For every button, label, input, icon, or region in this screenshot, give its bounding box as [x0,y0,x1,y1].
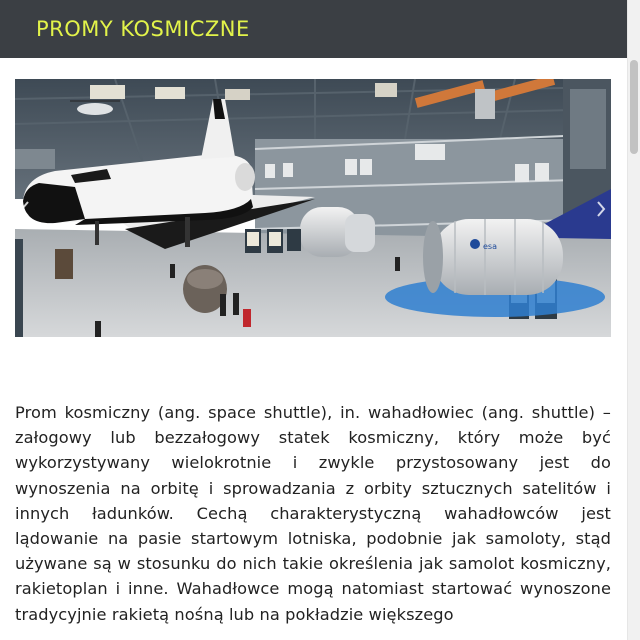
image-slider[interactable] [15,79,611,337]
site-header [0,0,628,58]
space-museum-hall-photo [15,79,611,337]
site-title[interactable]: PROMY KOSMICZNE [36,17,250,41]
article-paragraph: Prom kosmiczny (ang. space shuttle), in. wahadłowiec (ang. shuttle) – załogowy lub bezzałogowy statek kosmiczny, który może być wykorzystywany wielokrotnie i zwykle przystosowany jest do wynoszenia na orbitę i sprowadzania z orbity sztucznych satelitów i innych ładunków. Cechą charakterystyczną wahadłowców jest lądowanie na pasie startowym lotniska, podobnie jak samoloty, stąd używane są w stosunku do nich takie określenia jak samolot kosmiczny, rakietoplan i inne. Wahadłowce mogą natomiast startować wynoszone tradycyjnie rakietą nośną lub na pokładzie większego [15,403,611,624]
esa-module-label: esa [483,242,497,251]
slider-prev-button[interactable] [15,197,35,221]
page-scrollbar[interactable] [627,0,640,640]
chevron-left-icon [19,200,31,218]
slider-next-button[interactable] [591,197,611,221]
chevron-right-icon [595,200,607,218]
scrollbar-thumb[interactable] [630,60,638,154]
